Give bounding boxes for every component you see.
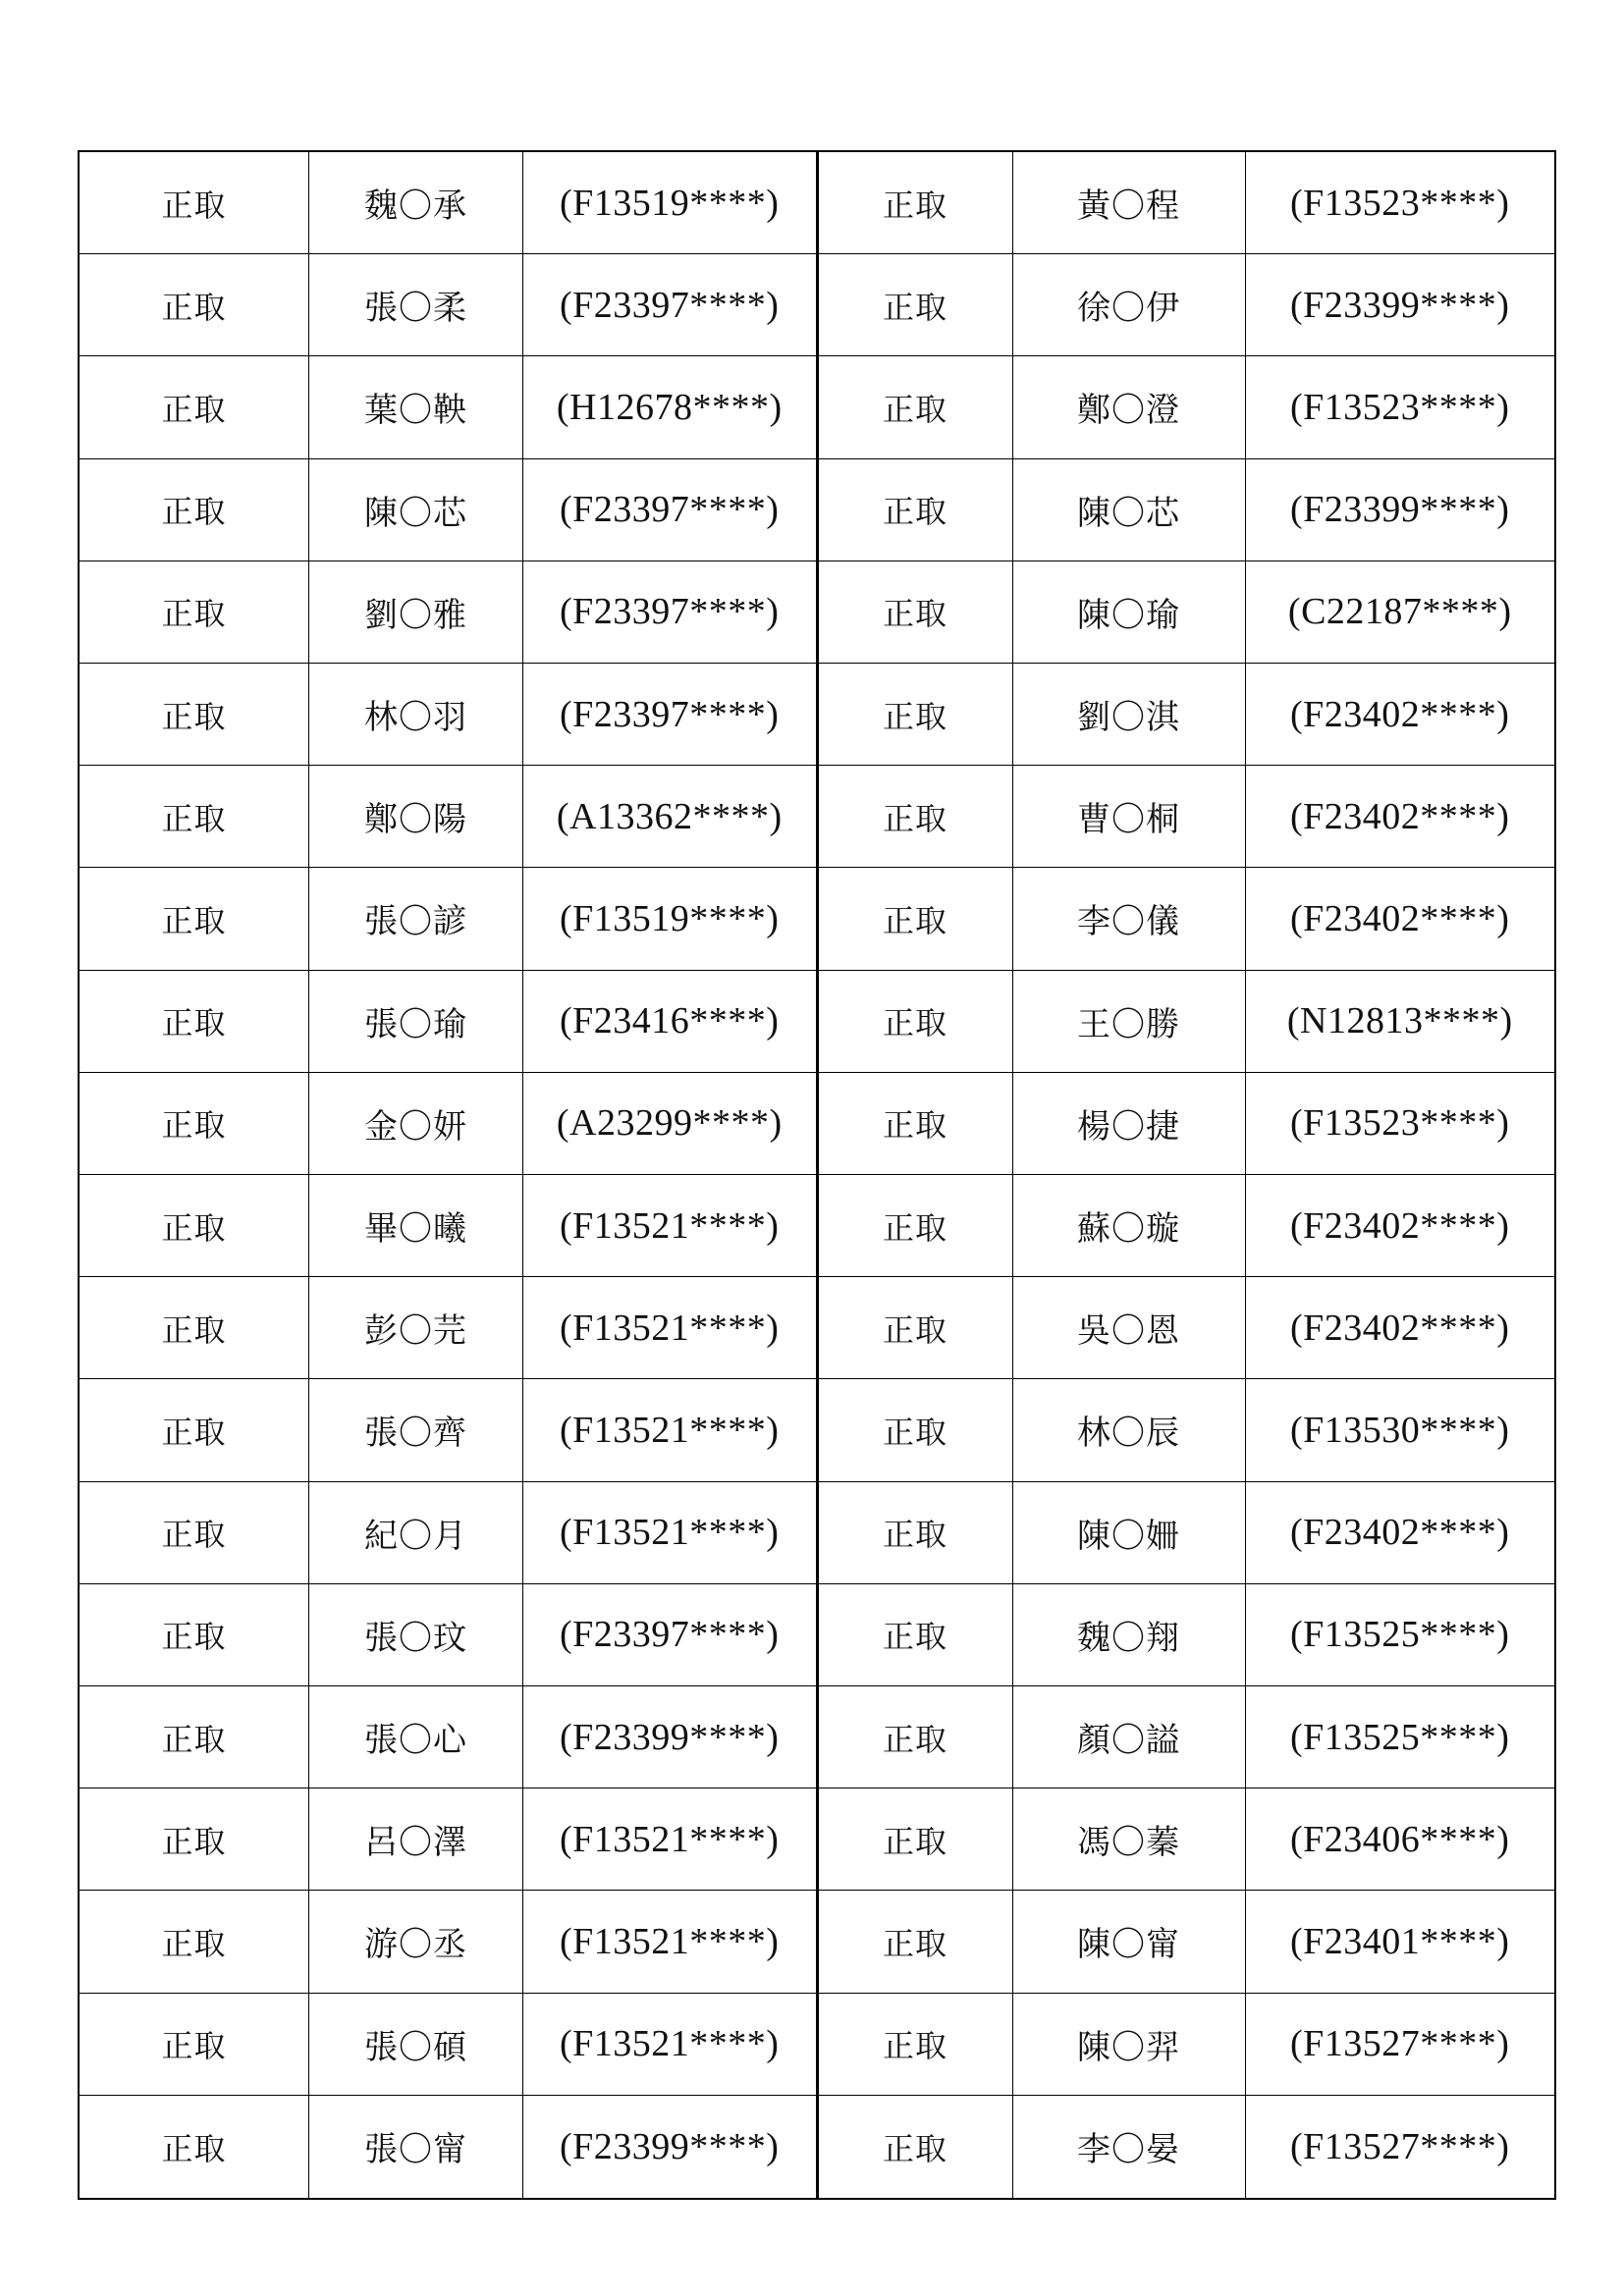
applicant-name-cell: 顏〇謚 <box>1013 1686 1246 1789</box>
applicant-name-cell: 鄭〇澄 <box>1013 356 1246 458</box>
masked-id-cell: (F13527****) <box>1290 2125 1510 2167</box>
applicant-name-cell: 陳〇芯 <box>309 459 523 561</box>
admission-status-cell: 正取 <box>819 152 1013 254</box>
applicant-name-cell: 張〇玟 <box>309 1584 523 1686</box>
admission-status-cell: 正取 <box>80 2096 309 2198</box>
applicant-name-cell: 彭〇芫 <box>309 1277 523 1379</box>
masked-id-cell: (F23402****) <box>1246 1175 1555 1277</box>
applicant-name-cell: 李〇儀 <box>1013 868 1246 970</box>
applicant-name-cell: 吳〇恩 <box>1013 1277 1246 1379</box>
applicant-name-cell: 李〇晏 <box>1013 2096 1246 2198</box>
applicant-name-cell: 黃〇程 <box>1013 152 1246 254</box>
admission-status-cell: 正取 <box>80 1891 309 1993</box>
admission-status-cell: 正取 <box>80 664 309 766</box>
masked-id-cell: (F23397****) <box>523 254 816 356</box>
admission-status-cell: 正取 <box>80 152 309 254</box>
applicant-name-cell: 曹〇桐 <box>1013 766 1246 868</box>
masked-id-cell: (F13521****) <box>523 1175 816 1277</box>
masked-id-cell: (F23397****) <box>523 1584 816 1686</box>
admission-status-cell: 正取 <box>80 356 309 458</box>
masked-id-cell: (F23416****) <box>523 971 816 1073</box>
masked-id-cell: (F13519****) <box>523 868 816 970</box>
masked-id-cell: (F13525****) <box>1246 1686 1555 1789</box>
admission-status-cell: 正取 <box>80 1994 309 2096</box>
applicant-name-cell: 楊〇捷 <box>1013 1073 1246 1175</box>
admission-status-cell: 正取 <box>819 459 1013 561</box>
masked-id-cell: (F23402****) <box>1246 664 1555 766</box>
admission-status-cell: 正取 <box>819 356 1013 458</box>
applicant-name-cell: 王〇勝 <box>1013 971 1246 1073</box>
admission-status-cell: 正取 <box>819 1789 1013 1891</box>
admission-list-table <box>78 150 1556 2200</box>
admission-status-cell: 正取 <box>819 1891 1013 1993</box>
applicant-name-cell: 陳〇甯 <box>1013 1891 1246 1993</box>
admission-status-cell: 正取 <box>819 664 1013 766</box>
masked-id-cell: (F23406****) <box>1246 1789 1555 1891</box>
admission-status-cell: 正取 <box>819 766 1013 868</box>
masked-id-cell: (F23402****) <box>1246 766 1555 868</box>
applicant-name-cell: 張〇諺 <box>309 868 523 970</box>
applicant-name-cell: 馮〇蓁 <box>1013 1789 1246 1891</box>
applicant-name-cell: 葉〇鞅 <box>309 356 523 458</box>
masked-id-cell: (C22187****) <box>1246 561 1555 664</box>
applicant-name-cell: 張〇甯 <box>309 2096 523 2198</box>
admission-status-cell: 正取 <box>819 1686 1013 1789</box>
applicant-name-cell: 劉〇雅 <box>309 561 523 664</box>
admission-status-cell: 正取 <box>819 254 1013 356</box>
masked-id-cell: (A13362****) <box>523 766 816 868</box>
masked-id-cell: (F23397****) <box>523 664 816 766</box>
masked-id-cell: (F23402****) <box>1246 868 1555 970</box>
admission-status-cell: 正取 <box>80 1277 309 1379</box>
applicant-name-cell: 呂〇澤 <box>309 1789 523 1891</box>
masked-id-cell: (F23397****) <box>523 459 816 561</box>
applicant-name-cell: 金〇妍 <box>309 1073 523 1175</box>
masked-id-cell: (F13521****) <box>523 1277 816 1379</box>
applicant-name-cell: 魏〇承 <box>309 152 523 254</box>
admission-status-cell: 正取 <box>80 1175 309 1277</box>
masked-id-cell: (N12813****) <box>1246 971 1555 1073</box>
masked-id-cell: (F13530****) <box>1246 1379 1555 1481</box>
applicant-name-cell: 林〇辰 <box>1013 1379 1246 1481</box>
applicant-name-cell: 陳〇芯 <box>1013 459 1246 561</box>
admission-status-cell: 正取 <box>819 1073 1013 1175</box>
masked-id-cell: (F13521****) <box>523 1891 816 1993</box>
masked-id-cell: (F13521****) <box>523 1379 816 1481</box>
applicant-name-cell: 蘇〇璇 <box>1013 1175 1246 1277</box>
admission-status-cell: 正取 <box>80 766 309 868</box>
masked-id-cell: (F13523****) <box>1246 1073 1555 1175</box>
admission-status-cell: 正取 <box>819 1277 1013 1379</box>
masked-id-cell: (F13521****) <box>523 1994 816 2096</box>
admission-status-cell: 正取 <box>819 1379 1013 1481</box>
masked-id-cell: (F23397****) <box>523 561 816 664</box>
applicant-name-cell: 紀〇月 <box>309 1482 523 1584</box>
applicant-name-cell: 陳〇羿 <box>1013 1994 1246 2096</box>
admission-status-cell: 正取 <box>80 561 309 664</box>
admission-status-cell: 正取 <box>80 254 309 356</box>
masked-id-cell: (F13519****) <box>523 152 816 254</box>
left-column-group <box>80 152 816 2198</box>
admission-status-cell: 正取 <box>819 1175 1013 1277</box>
masked-id-cell: (F13525****) <box>1246 1584 1555 1686</box>
applicant-name-cell: 游〇丞 <box>309 1891 523 1993</box>
masked-id-cell: (F23399****) <box>523 1686 816 1789</box>
admission-status-cell: 正取 <box>819 971 1013 1073</box>
admission-status-cell: 正取 <box>80 1379 309 1481</box>
applicant-name-cell: 張〇齊 <box>309 1379 523 1481</box>
masked-id-cell: (A23299****) <box>523 1073 816 1175</box>
applicant-name-cell: 張〇碩 <box>309 1994 523 2096</box>
applicant-name-cell: 劉〇淇 <box>1013 664 1246 766</box>
masked-id-cell: (F23399****) <box>1246 459 1555 561</box>
masked-id-cell: (F23402****) <box>1246 1482 1555 1584</box>
masked-id-cell: (F23401****) <box>1246 1891 1555 1993</box>
applicant-name-cell: 林〇羽 <box>309 664 523 766</box>
applicant-name-cell: 畢〇曦 <box>309 1175 523 1277</box>
masked-id-cell: (F23399****) <box>560 2125 780 2167</box>
masked-id-cell: (F13521****) <box>523 1482 816 1584</box>
admission-status-cell: 正取 <box>819 1584 1013 1686</box>
applicant-name-cell: 張〇心 <box>309 1686 523 1789</box>
applicant-name-cell: 徐〇伊 <box>1013 254 1246 356</box>
admission-status-cell: 正取 <box>819 868 1013 970</box>
admission-status-cell: 正取 <box>80 1482 309 1584</box>
admission-status-cell: 正取 <box>80 868 309 970</box>
masked-id-cell: (F23399****) <box>1246 254 1555 356</box>
right-column-group <box>819 152 1555 2198</box>
admission-status-cell: 正取 <box>80 1584 309 1686</box>
masked-id-cell: (F13523****) <box>1246 356 1555 458</box>
applicant-name-cell: 陳〇瑜 <box>1013 561 1246 664</box>
masked-id-cell: (F13527****) <box>1246 1994 1555 2096</box>
admission-status-cell: 正取 <box>819 1482 1013 1584</box>
admission-status-cell: 正取 <box>80 1789 309 1891</box>
masked-id-cell: (H12678****) <box>523 356 816 458</box>
admission-status-cell: 正取 <box>819 2096 1013 2198</box>
admission-status-cell: 正取 <box>819 561 1013 664</box>
admission-status-cell: 正取 <box>80 459 309 561</box>
applicant-name-cell: 鄭〇陽 <box>309 766 523 868</box>
applicant-name-cell: 陳〇姍 <box>1013 1482 1246 1584</box>
applicant-name-cell: 張〇柔 <box>309 254 523 356</box>
masked-id-cell: (F13523****) <box>1246 152 1555 254</box>
applicant-name-cell: 張〇瑜 <box>309 971 523 1073</box>
masked-id-cell: (F13521****) <box>523 1789 816 1891</box>
admission-status-cell: 正取 <box>80 1073 309 1175</box>
masked-id-cell: (F23402****) <box>1246 1277 1555 1379</box>
admission-status-cell: 正取 <box>80 971 309 1073</box>
admission-status-cell: 正取 <box>80 1686 309 1789</box>
applicant-name-cell: 魏〇翔 <box>1013 1584 1246 1686</box>
admission-status-cell: 正取 <box>819 1994 1013 2096</box>
